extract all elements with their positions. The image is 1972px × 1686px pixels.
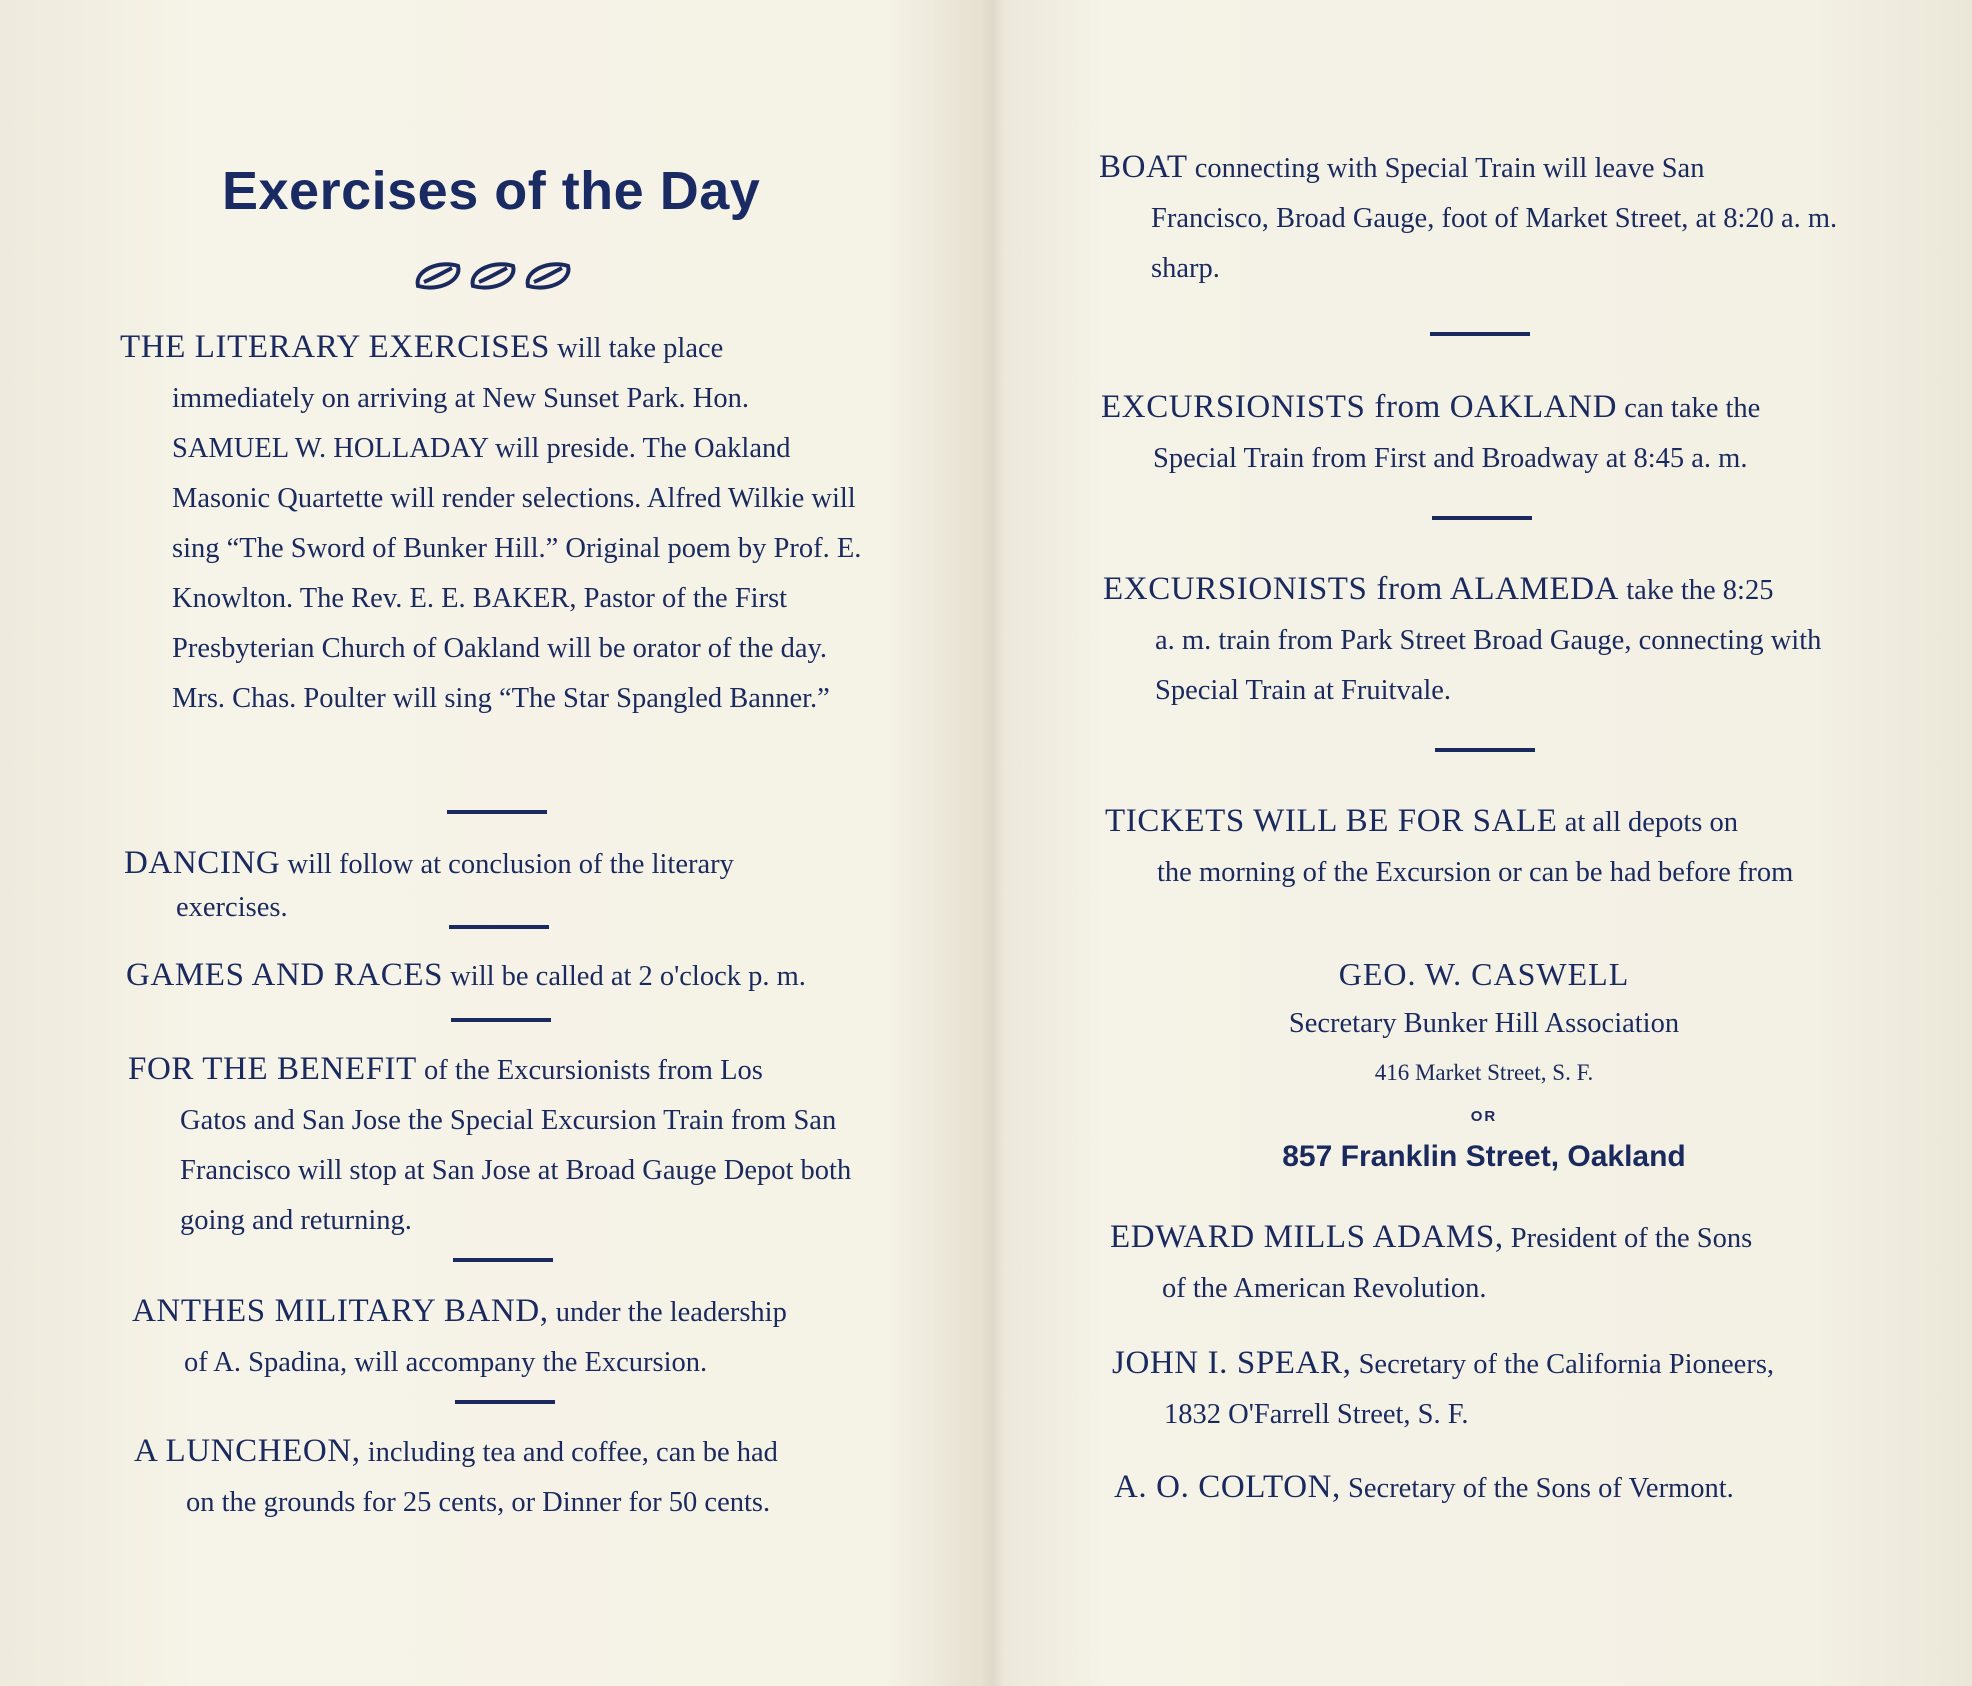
- section-luncheon: [134, 1426, 894, 1528]
- section-lead: ANTHES MILITARY BAND,: [132, 1293, 549, 1329]
- divider-rule: [451, 1018, 551, 1022]
- section-body: Special Train from First and Broadway at 8:45 a. m.: [1153, 443, 1748, 474]
- right-page: [1004, 0, 1972, 1686]
- section-lead: EXCURSIONISTS from ALAMEDA: [1103, 571, 1620, 607]
- section-body: Francisco, Broad Gauge, foot of Market Street, at 8:20 a. m. sharp.: [1151, 203, 1838, 284]
- divider-rule: [455, 1400, 555, 1404]
- contact-name: GEO. W. CASWELL: [1338, 956, 1630, 992]
- divider-rule: [447, 810, 547, 814]
- center-fold: [980, 0, 1004, 1686]
- section-first-line: including tea and coffee, can be had: [360, 1437, 778, 1468]
- section-lead: FOR THE BENEFIT: [128, 1051, 417, 1087]
- section-first-line: can take the: [1617, 393, 1761, 424]
- section-body: on the grounds for 25 cents, or Dinner for 50 cents.: [186, 1487, 771, 1518]
- officer-first-line: President of the Sons: [1503, 1223, 1753, 1254]
- section-first-line: will be called at 2 o'clock p. m.: [443, 961, 806, 992]
- officer-first-line: Secretary of the California Pioneers,: [1351, 1349, 1775, 1380]
- page-title: Exercises of the Day: [222, 161, 761, 221]
- contact-alt-address: 857 Franklin Street, Oakland: [1282, 1140, 1686, 1173]
- section-lead: EXCURSIONISTS from OAKLAND: [1101, 389, 1618, 425]
- left-page: [0, 0, 980, 1686]
- section-body: exercises.: [176, 892, 288, 923]
- contact-address: 416 Market Street, S. F.: [1374, 1060, 1594, 1085]
- section-body: immediately on arriving at New Sunset Park. Hon. SAMUEL W. HOLLADAY will preside. The Oakland Masonic Quartette will render selections. Alfred Wilkie will sing “The Sword of Bunker Hill.” Original poem by Prof. E. Knowlton. The Rev. E. E. BAKER, Pastor of the First Presbyterian Church of Oakland will be orator of the day. Mrs. Chas. Poulter will sing “The Star Spangled Banner.”: [172, 383, 862, 714]
- section-excursionists-alameda: [1103, 564, 1883, 716]
- officer-john-i-spear: [1112, 1338, 1892, 1440]
- section-first-line: will follow at conclusion of the literary: [280, 849, 734, 880]
- section-lead: TICKETS WILL BE FOR SALE: [1105, 803, 1558, 839]
- divider-rule: [449, 925, 549, 929]
- section-lead: A LUNCHEON,: [134, 1433, 361, 1469]
- section-anthes-military-band: [132, 1286, 892, 1388]
- officer-a-o-colton: [1114, 1462, 1894, 1514]
- section-first-line: connecting with Special Train will leave San: [1187, 153, 1705, 184]
- officer-edward-mills-adams: [1110, 1212, 1890, 1314]
- officer-lead: JOHN I. SPEAR,: [1112, 1345, 1352, 1381]
- officer-body: 1832 O'Farrell Street, S. F.: [1164, 1399, 1469, 1430]
- divider-rule: [453, 1258, 553, 1262]
- section-body: Gatos and San Jose the Special Excursion Train from San Francisco will stop at San Jose at Broad Gauge Depot both going and returning.: [180, 1105, 852, 1236]
- officer-first-line: Secretary of the Sons of Vermont.: [1340, 1473, 1734, 1504]
- contact-title: Secretary Bunker Hill Association: [1288, 1008, 1680, 1039]
- section-literary-exercises: [120, 322, 880, 724]
- section-first-line: will take place: [549, 333, 724, 364]
- officer-body: of the American Revolution.: [1162, 1273, 1487, 1304]
- divider-rule: [1432, 516, 1532, 520]
- section-lead: DANCING: [124, 845, 281, 881]
- section-first-line: take the 8:25: [1619, 575, 1774, 606]
- section-lead: BOAT: [1099, 149, 1188, 185]
- section-lead: GAMES AND RACES: [126, 957, 444, 993]
- section-excursionists-oakland: [1101, 382, 1881, 484]
- section-lead: THE LITERARY EXERCISES: [120, 329, 550, 365]
- section-tickets: [1105, 796, 1885, 898]
- section-for-the-benefit: [128, 1044, 888, 1246]
- section-body: the morning of the Excursion or can be had before from: [1157, 857, 1794, 888]
- officer-lead: EDWARD MILLS ADAMS,: [1110, 1219, 1504, 1255]
- section-boat: [1099, 142, 1879, 294]
- section-dancing: [124, 838, 884, 926]
- contact-or: OR: [1470, 1108, 1498, 1125]
- triple-leaf-ornament-icon: [410, 256, 580, 294]
- officer-lead: A. O. COLTON,: [1114, 1469, 1341, 1505]
- section-body: of A. Spadina, will accompany the Excursion.: [184, 1347, 708, 1378]
- divider-rule: [1430, 332, 1530, 336]
- section-first-line: of the Excursionists from Los: [416, 1055, 763, 1086]
- section-first-line: under the leadership: [548, 1297, 787, 1328]
- section-games-and-races: [126, 950, 886, 1002]
- section-body: a. m. train from Park Street Broad Gauge, connecting with Special Train at Fruitvale.: [1155, 625, 1822, 706]
- section-first-line: at all depots on: [1557, 807, 1739, 838]
- divider-rule: [1435, 748, 1535, 752]
